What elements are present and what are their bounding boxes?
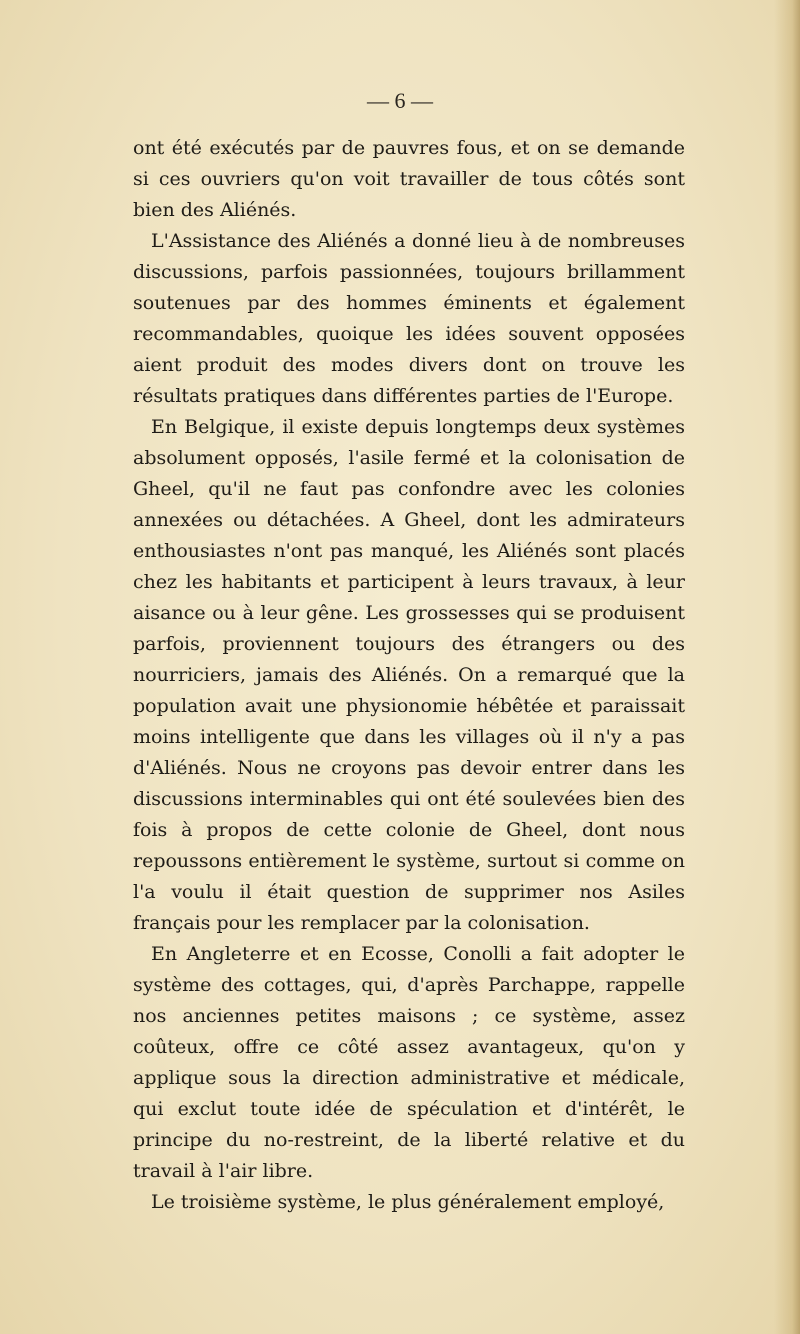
page-edge-shadow [774,0,800,1334]
paragraph-5: Le troisième système, le plus généralement employé, [151,1191,665,1213]
paragraph-4: En Angleterre et en Ecosse, Conolli a fait adopter le système des cottages, qui, d'après Parchappe, rappelle nos anciennes petites maisons ; ce système, assez coûteux, offre ce côté assez avantageux, qu'on y applique sous la direction administrative et médicale, qui exclut toute idée de spéculation et d'intérêt, le principe du no-restreint, de la liberté relative et du travail à l'air libre. [133,943,685,1182]
body-text [133,133,685,1218]
paragraph-3: En Belgique, il existe depuis longtemps deux systèmes absolument opposés, l'asile fermé et la colonisation de Gheel, qu'il ne faut pas confondre avec les colonies annexées ou détachées. A Gheel, dont les admirateurs enthousiastes n'ont pas manqué, les Aliénés sont placés chez les habitants et participent à leurs travaux, à leur aisance ou à leur gêne. Les grossesses qui se produisent parfois, proviennent toujours des étrangers ou des nourriciers, jamais des Aliénés. On a remarqué que la population avait une physionomie hébêtée et paraissait moins intelligente que dans les villages où il n'y a pas d'Aliénés. Nous ne croyons pas devoir entrer dans les discussions interminables qui ont été soulevées bien des fois à propos de cette colonie de Gheel, dont nous repoussons entièrement le système, surtout si comme on l'a voulu il était question de supprimer nos Asiles français pour les remplacer par la colonisation. [133,416,685,934]
paragraph-1: ont été exécutés par de pauvres fous, et on se demande si ces ouvriers qu'on voit travailler de tous côtés sont bien des Aliénés. [133,137,685,221]
page-number: — 6 — [367,88,433,113]
paragraph-2: L'Assistance des Aliénés a donné lieu à de nombreuses discussions, parfois passionnées, toujours brillamment soutenues par des hommes éminents et également recommandables, quoique les idées souvent opposées aient produit des modes divers dont on trouve les résultats pratiques dans différentes parties de l'Europe. [133,230,685,407]
